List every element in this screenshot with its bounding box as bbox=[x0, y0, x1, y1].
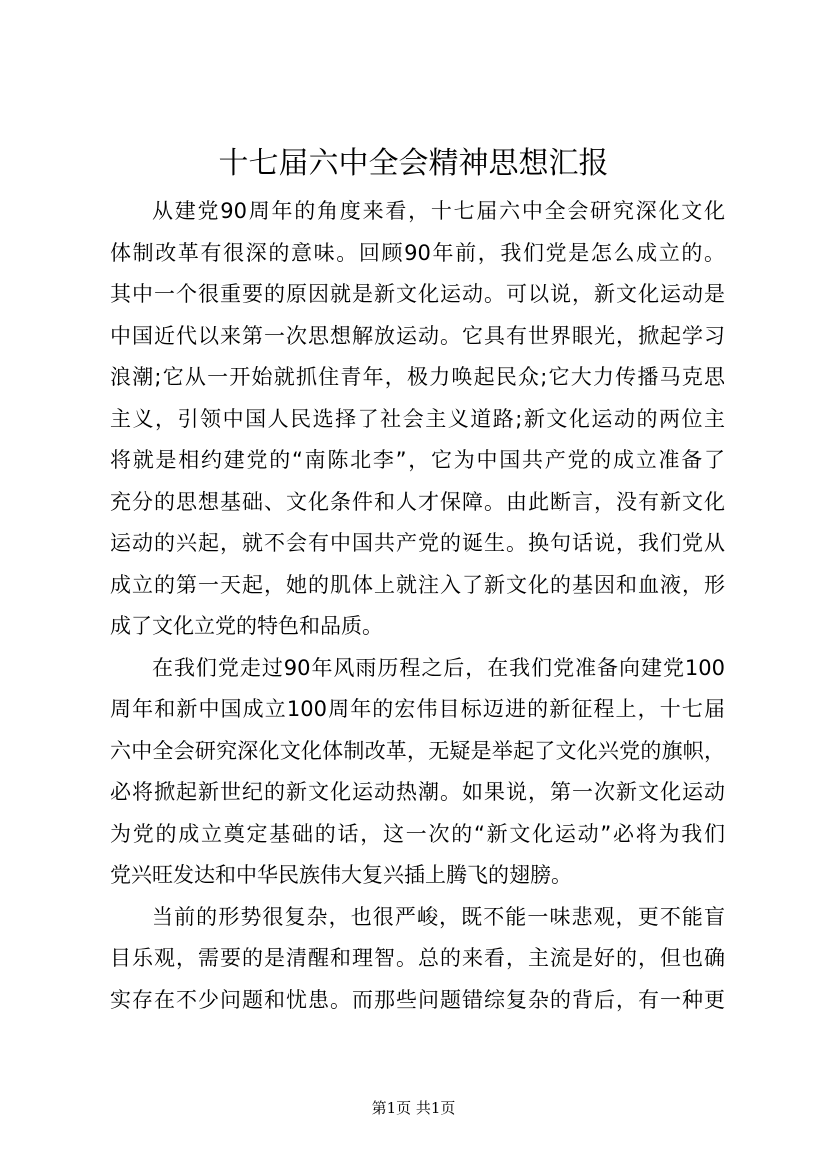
text-line: 目乐观，需要的是清醒和理智。总的来看，主流是好的，但也确 bbox=[110, 946, 725, 970]
text-line: 为党的成立奠定基础的话，这一次的“新文化运动”必将为我们 bbox=[110, 821, 725, 846]
page-footer: 第1页 共1页 bbox=[371, 1099, 456, 1117]
text-line: 将就是相约建党的“南陈北李”，它为中国共产党的成立准备了 bbox=[110, 448, 725, 472]
document-body bbox=[110, 191, 725, 1021]
text-line: 运动的兴起，就不会有中国共产党的诞生。换句话说，我们党从 bbox=[110, 531, 725, 555]
text-line: 其中一个很重要的原因就是新文化运动。可以说，新文化运动是 bbox=[110, 282, 725, 306]
paragraph-2 bbox=[110, 648, 725, 897]
document-title: 十七届六中全会精神思想汇报 bbox=[218, 146, 609, 181]
text-line: 成立的第一天起，她的肌体上就注入了新文化的基因和血液，形 bbox=[110, 572, 725, 597]
text-line: 充分的思想基础、文化条件和人才保障。由此断言，没有新文化 bbox=[110, 489, 725, 514]
text-line: 在我们党走过90年风雨历程之后，在我们党准备向建党100 bbox=[152, 655, 725, 680]
text-line: 周年和新中国成立100周年的宏伟目标迈进的新征程上，十七届 bbox=[110, 697, 725, 721]
text-line: 中国近代以来第一次思想解放运动。它具有世界眼光，掀起学习 bbox=[110, 323, 725, 348]
text-line: 当前的形势很复杂，也很严峻，既不能一味悲观，更不能盲 bbox=[152, 904, 725, 929]
text-line: 从建党90周年的角度来看，十七届六中全会研究深化文化 bbox=[152, 199, 725, 223]
text-line: 体制改革有很深的意味。回顾90年前，我们党是怎么成立的。 bbox=[110, 240, 725, 265]
text-line: 实存在不少问题和忧患。而那些问题错综复杂的背后，有一种更 bbox=[110, 987, 725, 1012]
text-line: 必将掀起新世纪的新文化运动热潮。如果说，第一次新文化运动 bbox=[110, 780, 725, 804]
text-line: 主义，引领中国人民选择了社会主义道路;新文化运动的两位主 bbox=[110, 406, 725, 431]
text-line: 浪潮;它从一开始就抓住青年，极力唤起民众;它大力传播马克思 bbox=[110, 365, 725, 389]
paragraph-1 bbox=[110, 191, 725, 648]
text-line: 六中全会研究深化文化体制改革，无疑是举起了文化兴党的旗帜， bbox=[110, 738, 725, 763]
text-line: 党兴旺发达和中华民族伟大复兴插上腾飞的翅膀。 bbox=[110, 863, 572, 887]
text-line: 成了文化立党的特色和品质。 bbox=[110, 614, 383, 638]
paragraph-3 bbox=[110, 897, 725, 1022]
